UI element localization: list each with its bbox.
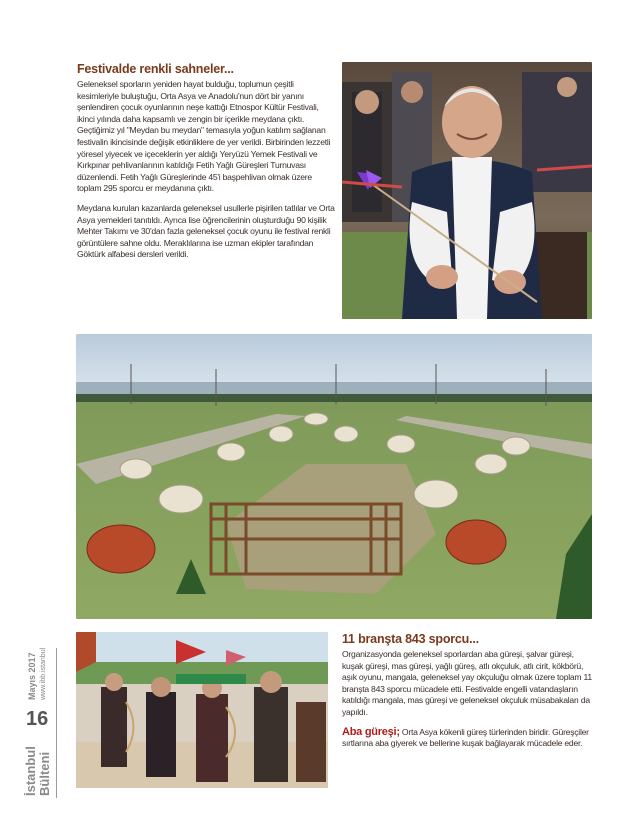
magazine-name-line2: Bülteni bbox=[37, 751, 52, 796]
section2-body bbox=[342, 649, 594, 750]
sidebar-rule bbox=[56, 648, 57, 798]
page-number: 16 bbox=[26, 708, 49, 730]
photo-official-with-arrow bbox=[342, 62, 592, 319]
photo-festival-aerial bbox=[76, 334, 592, 619]
section1-paragraph2: Meydana kurulan kazanlarda geleneksel usullerle pişirilen tatlılar ve Orta Asya yemekleri tanıtıldı. Ayrıca lise öğrencilerinin oluşturduğu 90 kişilik Mehter Takımı ve 30'dan fazla geleneksel çocuk oyunu ile festival renkli görüntülere sahne oldu. Meraklılarına ise uzman ekipler tarafından Göktürk alfabesi dersleri verildi. bbox=[77, 202, 335, 260]
photo-traditional-archers bbox=[76, 632, 328, 788]
section1-body bbox=[77, 79, 335, 261]
issue-date: Mayıs 2017 bbox=[27, 652, 37, 700]
magazine-name bbox=[24, 746, 37, 796]
section2-paragraph2-wrap bbox=[342, 727, 594, 750]
section1 bbox=[77, 62, 335, 269]
section2-paragraph2: Orta Asya kökenli güreş türlerinden biridir. Güreşçiler sırtlarına aba giyerek ve bellerine kuşak bağlayarak mücadele eder. bbox=[342, 726, 589, 749]
magazine-name-2 bbox=[38, 752, 51, 796]
section1-paragraph1: Geleneksel sporların yeniden hayat bulduğu, toplumun çeşitli kesimleriyle buluştuğu, Orta Asya ve Anadolu'nun dört bir yanını şenlendiren çocuk oyunlarının neşe kattığı Etnospor Kültür Festivali, ikinci yılında daha kapsamlı ve zengin bir içerikle meydana çıktı. Geçtiğimiz yıl "Meydan bu meydan" temasıyla yoğun katılım sağlanan festivalin ikincisinde değişik etkinliklere de yer verildi. Birbirinden lezzetli yöresel yiyecek ve içeceklerin yer aldığı Yeryüzü Yemek Festivali ve Kırkpınar pehlivanlarının katıldığı Fetih Yağlı Güreşleri Turnuvası düzenlendi. Fetih Yağlı Güreşlerinde 45'i başpehlivan olmak üzere toplam 295 sporcu er meydanına çıktı. bbox=[77, 79, 331, 194]
section2 bbox=[342, 632, 594, 758]
section2-heading: 11 branşta 843 sporcu... bbox=[342, 632, 479, 646]
section1-heading: Festivalde renkli sahneler... bbox=[77, 62, 234, 76]
aba-guresi-lead: Aba güreşi; bbox=[342, 725, 400, 738]
website: www.ibb.istanbul bbox=[40, 647, 47, 700]
magazine-name-line1: İstanbul bbox=[23, 746, 38, 796]
section2-paragraph1: Organizasyonda geleneksel sporlardan aba güreşi, şalvar güreşi, kuşak güreşi, mas güreşi, yağlı güreş, atlı okçuluk, atlı cirit, kökbörü, aşık oyunu, mangala, geleneksel yay okçuluğu olmak üzere toplam 11 branşta 843 sporcu mücadele etti. Festivalde engelli vatandaşların katıldığı mangala, mas güreşi ve geleneksel okçuluk müsabakaları da yapıldı. bbox=[342, 649, 592, 717]
